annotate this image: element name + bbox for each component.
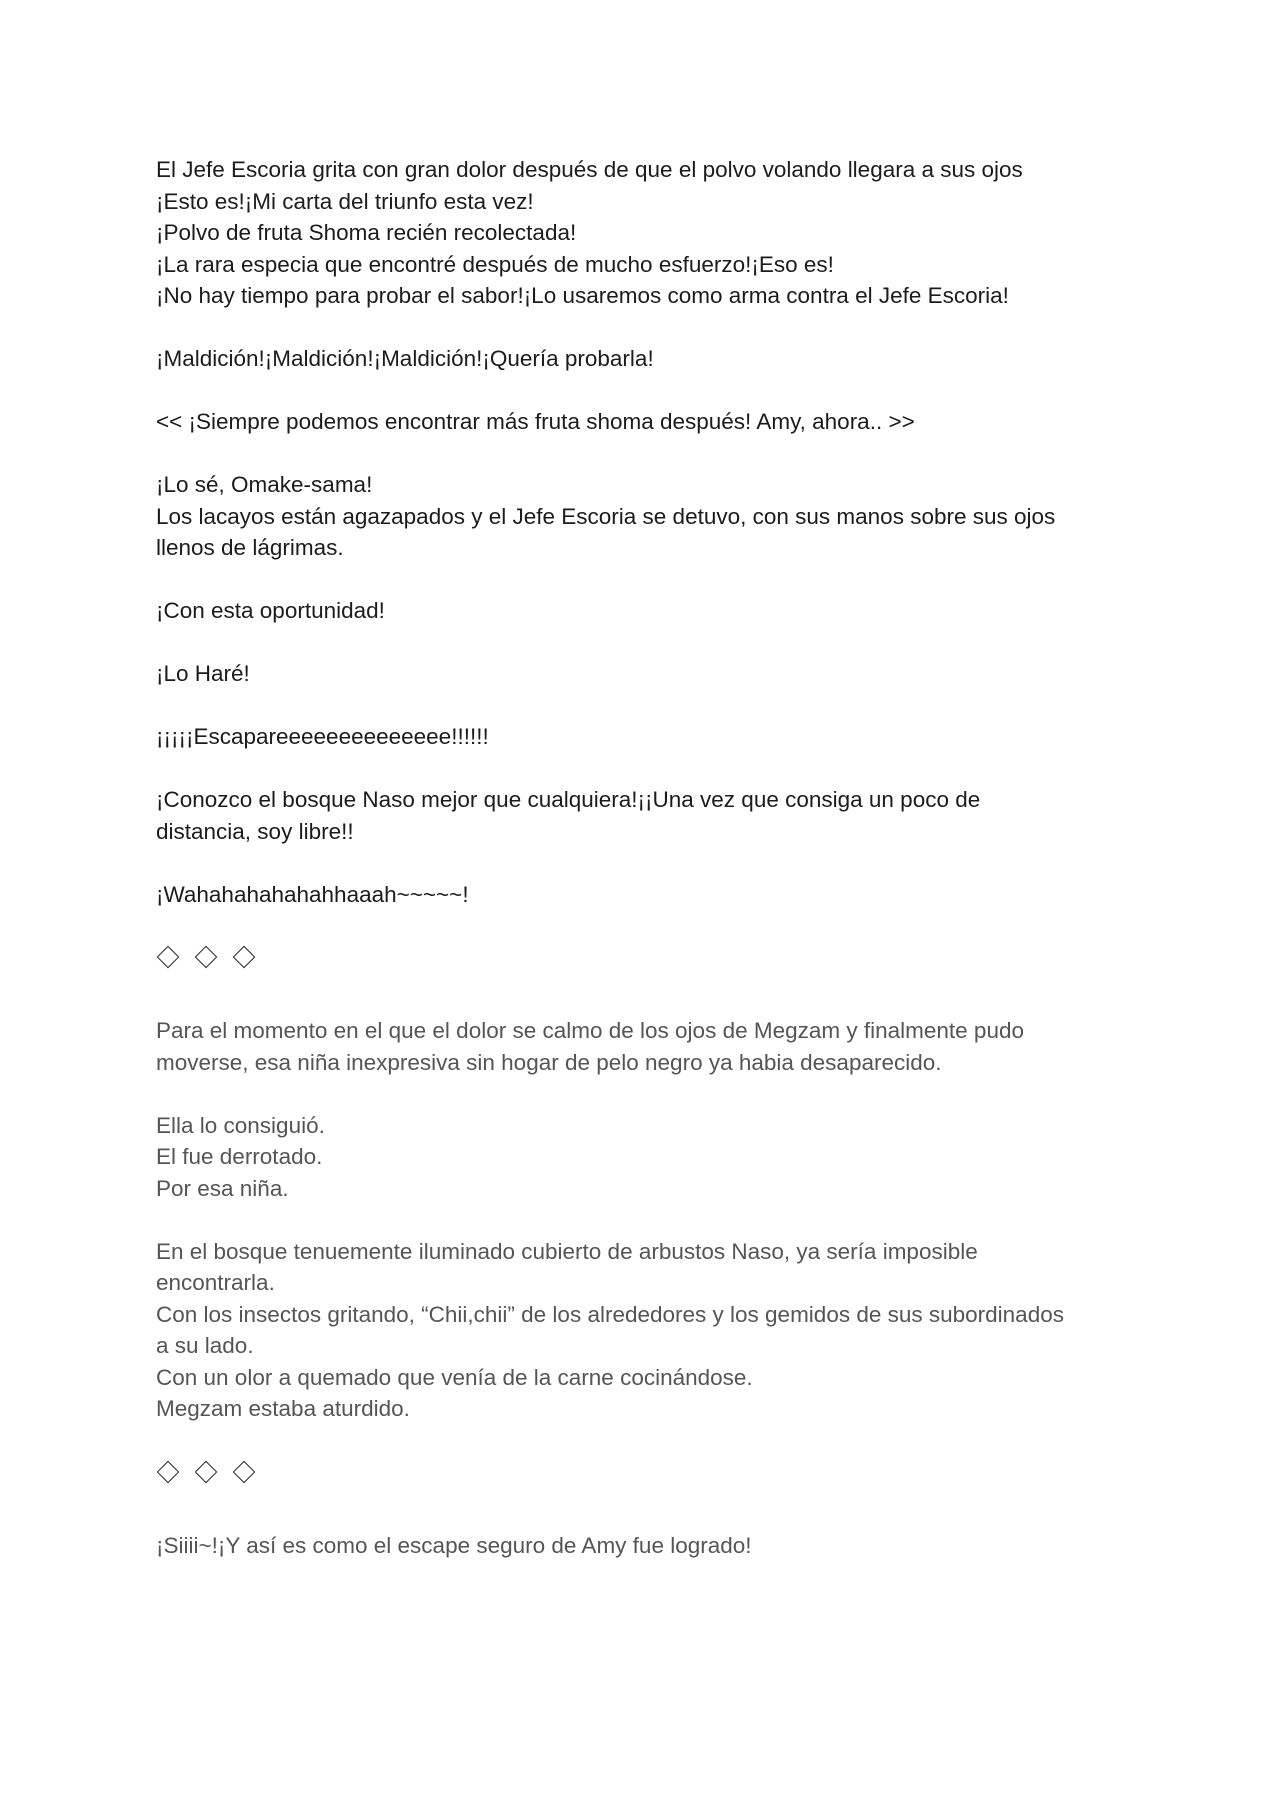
diamond-icon xyxy=(195,946,218,969)
paragraph-consiguio xyxy=(156,1110,1136,1205)
text-line: El Jefe Escoria grita con gran dolor después de que el polvo volando llegara a sus ojos xyxy=(156,157,1023,182)
text-line: En el bosque tenuemente iluminado cubierto de arbustos Naso, ya sería imposible xyxy=(156,1238,978,1264)
paragraph-waha xyxy=(156,879,1136,911)
text-line: a su lado. xyxy=(156,1333,254,1358)
text-line: ¡Maldición!¡Maldición!¡Maldición!¡Quería probarla! xyxy=(156,346,654,371)
paragraph-lo-se xyxy=(156,469,1136,564)
paragraph-conozco xyxy=(156,784,1136,847)
text-line: Ella lo consiguió. xyxy=(156,1112,325,1138)
text-line: Con un olor a quemado que venía de la carne cocinándose. xyxy=(156,1364,753,1390)
text-line: ¡Polvo de fruta Shoma recién recolectada! xyxy=(156,220,577,245)
text-line: Con los insectos gritando, “Chii,chii” de los alrededores y los gemidos de sus subordinados xyxy=(156,1301,1064,1327)
text-line: ¡Con esta oportunidad! xyxy=(156,598,385,623)
paragraph-omake xyxy=(156,406,1136,438)
paragraph-maldicion xyxy=(156,343,1136,375)
text-line: Por esa niña. xyxy=(156,1175,289,1201)
text-line: distancia, soy libre!! xyxy=(156,818,354,844)
scene-separator xyxy=(156,1456,1136,1488)
diamond-icon xyxy=(157,946,180,969)
paragraph-hare xyxy=(156,658,1136,690)
diamond-icon xyxy=(195,1460,218,1483)
text-line: ¡Esto es!¡Mi carta del triunfo esta vez! xyxy=(156,188,534,214)
text-line: encontrarla. xyxy=(156,1270,275,1295)
diamond-icon xyxy=(233,946,256,969)
text-line: ¡No hay tiempo para probar el sabor!¡Lo usaremos como arma contra el Jefe Escoria! xyxy=(156,283,1009,308)
text-line: El fue derrotado. xyxy=(156,1144,323,1169)
paragraph-scream xyxy=(156,154,1136,312)
text-line: ¡Wahahahahahahhaaah~~~~~! xyxy=(156,881,469,907)
text-line: Los lacayos están agazapados y el Jefe Escoria se detuvo, con sus manos sobre sus ojos xyxy=(156,503,1056,529)
text-line: ¡¡¡¡¡Escapareeeeeeeeeeeeee!!!!!! xyxy=(156,724,489,749)
text-line: ¡Lo sé, Omake-sama! xyxy=(156,472,373,497)
text-line: << ¡Siempre podemos encontrar más fruta shoma después! Amy, ahora.. >> xyxy=(156,409,915,434)
text-line: ¡Conozco el bosque Naso mejor que cualquiera!¡¡Una vez que consiga un poco de xyxy=(156,787,981,812)
diamond-icon xyxy=(157,1460,180,1483)
scene-separator xyxy=(156,942,1136,974)
text-line: moverse, esa niña inexpresiva sin hogar de pelo negro ya habia desaparecido. xyxy=(156,1049,942,1075)
text-line: Megzam estaba aturdido. xyxy=(156,1396,410,1421)
text-line: ¡Siiii~!¡Y así es como el escape seguro de Amy fue logrado! xyxy=(156,1532,752,1558)
paragraph-bosque xyxy=(156,1236,1136,1425)
paragraph-megzam xyxy=(156,1015,1136,1078)
paragraph-oportunidad xyxy=(156,595,1136,627)
text-line: Para el momento en el que el dolor se calmo de los ojos de Megzam y finalmente pudo xyxy=(156,1018,1024,1043)
text-line: ¡Lo Haré! xyxy=(156,661,250,686)
document-body xyxy=(156,154,1136,1593)
text-line: llenos de lágrimas. xyxy=(156,535,344,560)
text-line: ¡La rara especia que encontré después de mucho esfuerzo!¡Eso es! xyxy=(156,251,834,277)
paragraph-escapare xyxy=(156,721,1136,753)
paragraph-final xyxy=(156,1530,1136,1562)
diamond-icon xyxy=(233,1460,256,1483)
